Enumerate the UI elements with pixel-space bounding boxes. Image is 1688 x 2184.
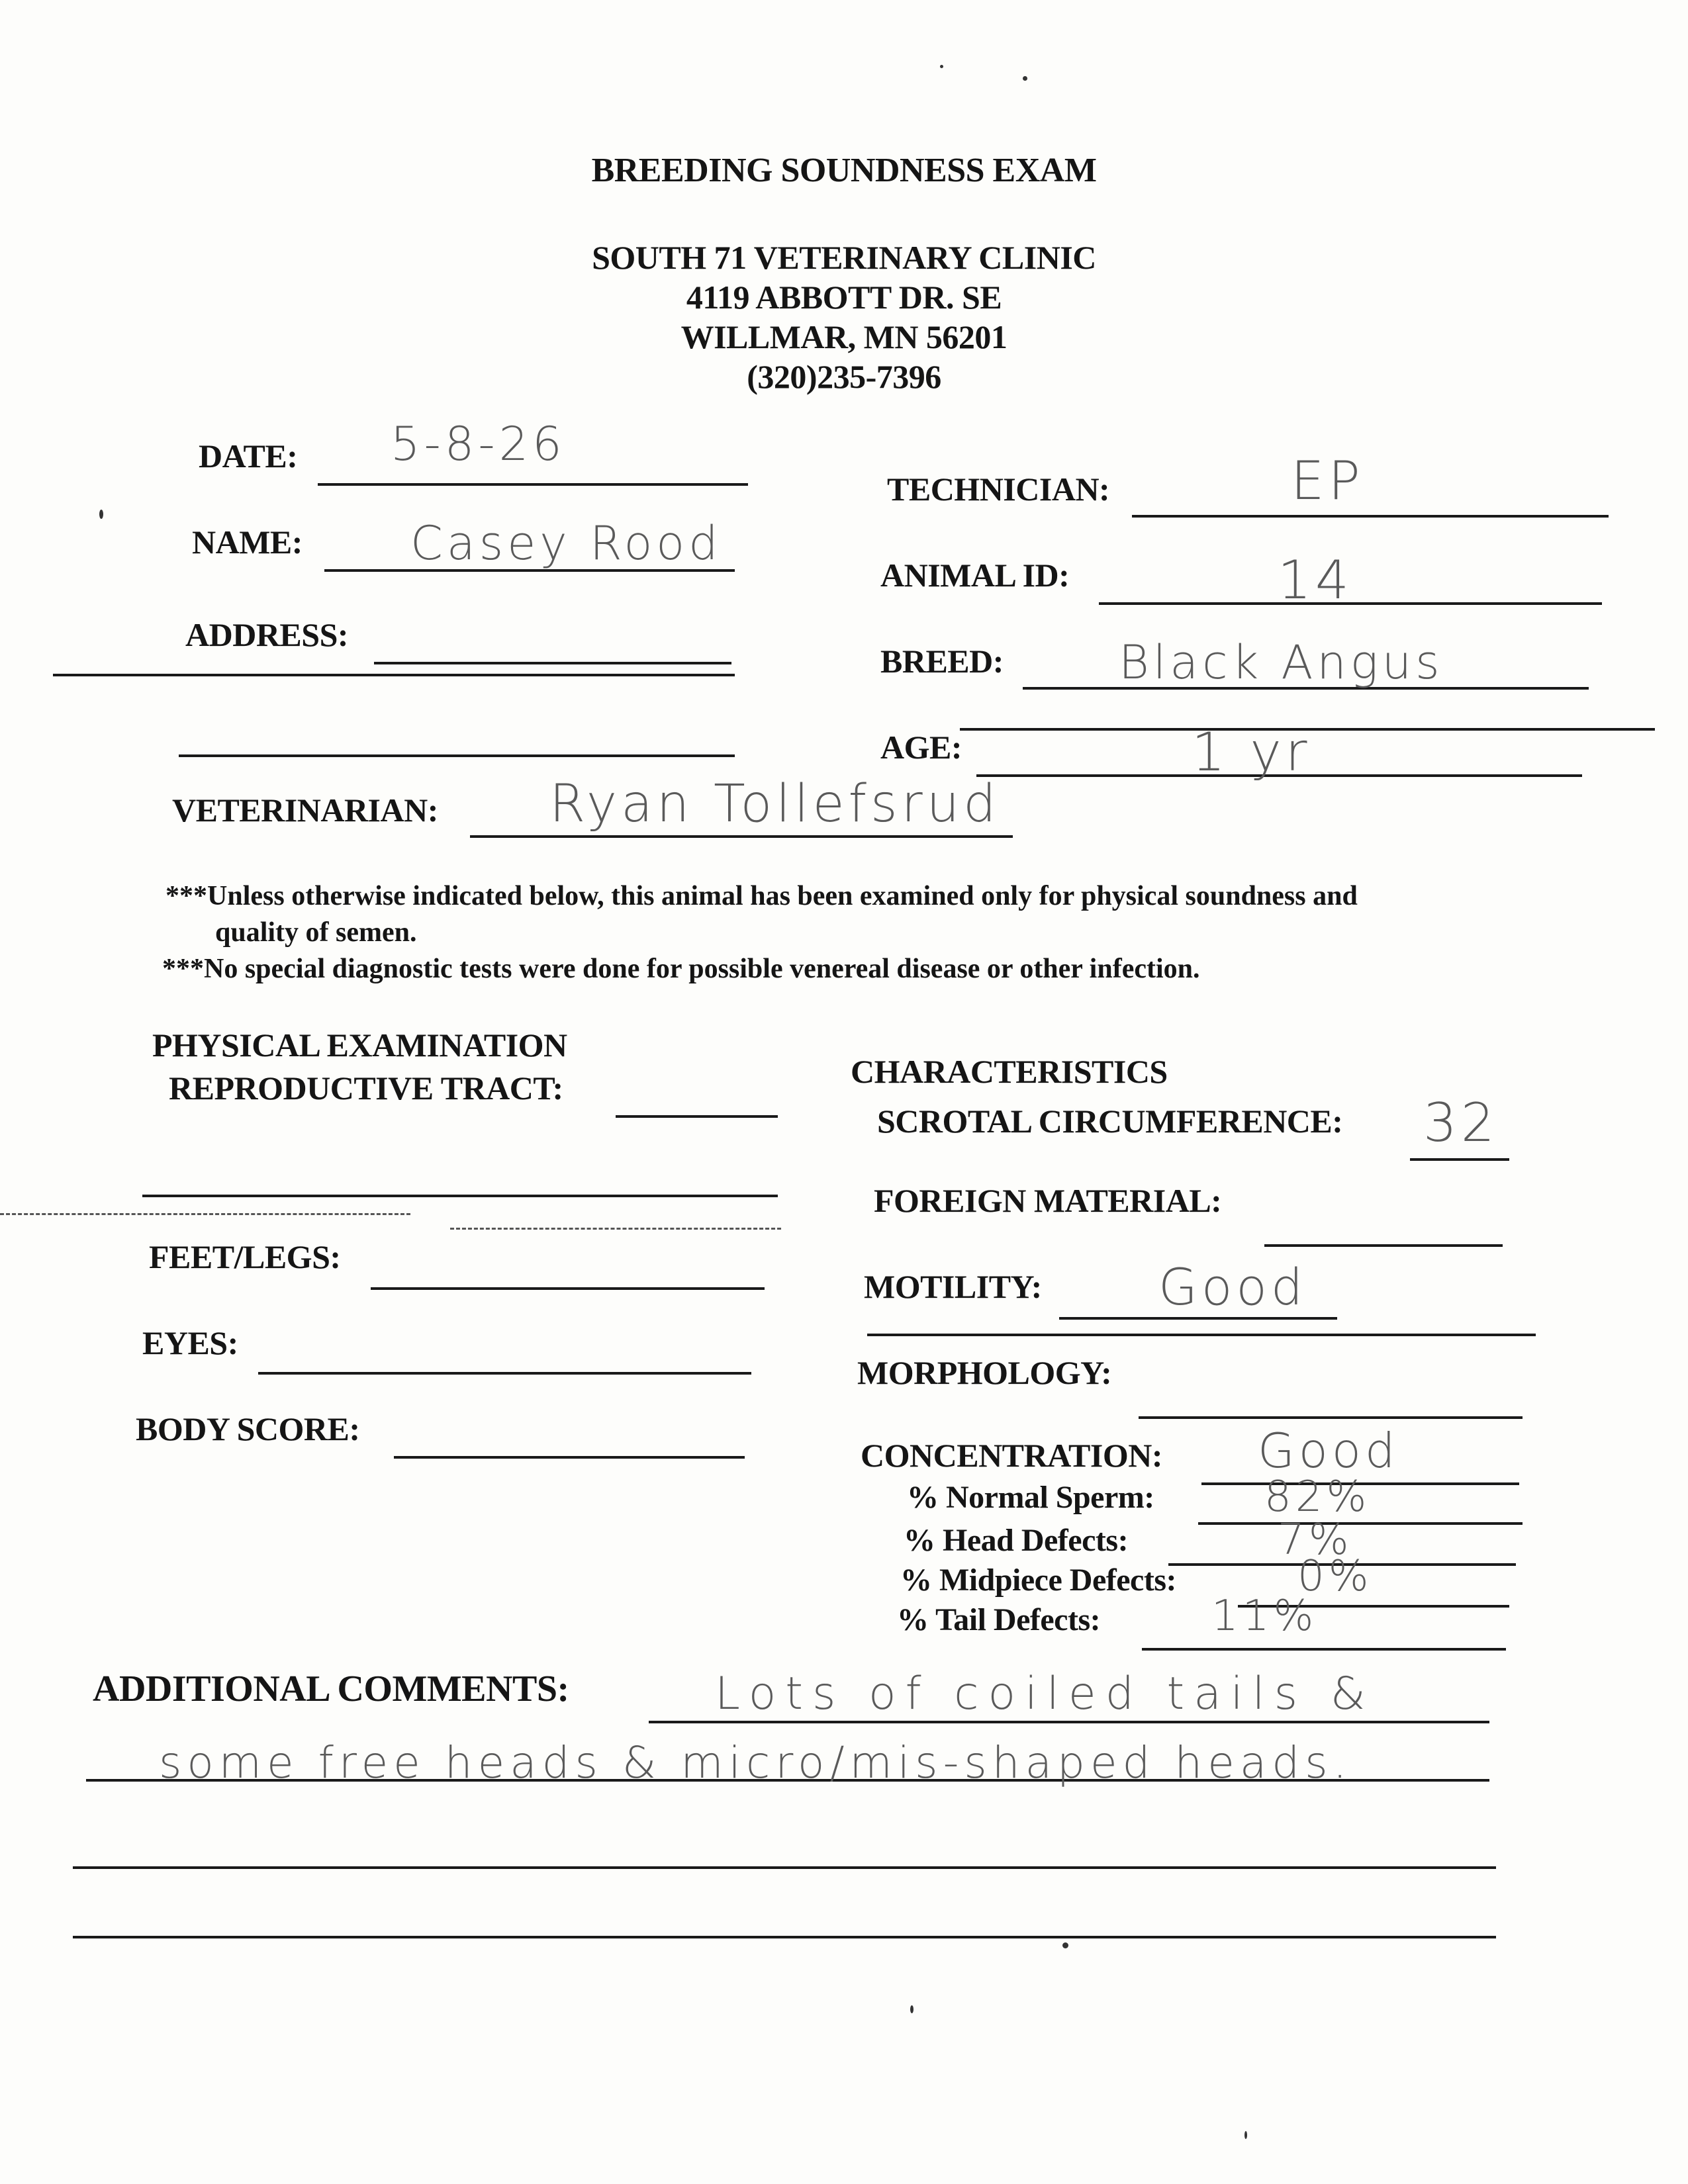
address-line-1 [374,662,731,664]
clinic-city: WILLMAR, MN 56201 [680,318,1008,355]
veterinarian-label: VETERINARIAN: [172,792,438,829]
age-value: 1 yr [1192,721,1311,783]
motility-line-2 [867,1334,1536,1336]
concentration-value: Good [1258,1423,1399,1479]
clinic-address: 4119 ABBOTT DR. SE [686,279,1002,316]
disclaimer-1-cont: quality of semen. [215,917,417,948]
motility-label: MOTILITY: [864,1268,1042,1305]
characteristics-heading: CHARACTERISTICS [851,1053,1168,1090]
animal-id-value: 14 [1278,549,1353,611]
body-score-line [394,1456,745,1459]
scan-speck [940,65,943,68]
name-label: NAME: [192,523,303,561]
technician-value: EP [1291,450,1364,512]
address-label: ADDRESS: [185,616,349,653]
name-value: Casey Rood [410,516,722,570]
reproductive-tract-line [616,1115,778,1118]
motility-value: Good [1158,1257,1307,1316]
comments-line-3 [73,1866,1496,1869]
normal-sperm-label: % Normal Sperm: [907,1480,1154,1515]
scan-speck [99,510,103,519]
comments-text-2: some free heads & micro/mis-shaped heads. [159,1737,1352,1788]
animal-id-label: ANIMAL ID: [880,557,1070,594]
disclaimer-2: ***No special diagnostic tests were done for possible venereal disease or other infection. [162,954,1200,984]
midpiece-defects-label: % Midpiece Defects: [900,1563,1176,1598]
body-score-label: BODY SCORE: [136,1410,360,1447]
normal-sperm-line [1198,1522,1523,1525]
foreign-material-label: FOREIGN MATERIAL: [874,1182,1222,1219]
technician-line [1132,515,1609,518]
feet-legs-label: FEET/LEGS: [149,1238,341,1275]
scan-speck [1023,76,1027,81]
scan-speck [910,2005,914,2013]
date-value: 5-8-26 [391,417,566,471]
head-defects-label: % Head Defects: [904,1523,1129,1558]
head-defects-value: 7% [1278,1516,1353,1565]
morphology-line [1139,1416,1523,1419]
tail-defects-line [1142,1648,1506,1651]
motility-line [1059,1317,1337,1320]
breed-value: Black Angus [1119,635,1444,690]
scan-speck [1244,2131,1247,2139]
clinic-name: SOUTH 71 VETERINARY CLINIC [592,239,1096,276]
comments-line-4 [73,1936,1496,1938]
scan-dash-2 [450,1228,781,1230]
veterinarian-value: Ryan Tollefsrud [549,774,1000,834]
scrotal-circumference-value: 32 [1423,1092,1499,1154]
concentration-label: CONCENTRATION: [861,1437,1162,1474]
comments-label: ADDITIONAL COMMENTS: [93,1668,569,1709]
feet-legs-line [371,1287,765,1290]
comments-line-1 [649,1721,1489,1723]
scan-speck [1062,1942,1068,1948]
form-title: BREEDING SOUNDNESS EXAM [591,152,1097,189]
eyes-label: EYES: [142,1324,238,1361]
reproductive-tract-line-2 [142,1195,778,1197]
physical-exam-heading: PHYSICAL EXAMINATION [152,1026,567,1064]
reproductive-tract-label: REPRODUCTIVE TRACT: [169,1069,563,1107]
foreign-material-line [1264,1244,1503,1247]
morphology-label: MORPHOLOGY: [857,1354,1112,1391]
comments-text-1: Lots of coiled tails & [715,1668,1375,1720]
age-label: AGE: [880,729,962,766]
scrotal-circumference-line [1410,1158,1509,1161]
tail-defects-label: % Tail Defects: [897,1602,1101,1637]
disclaimer-1: ***Unless otherwise indicated below, this animal has been examined only for physical soundness and [165,881,1358,911]
normal-sperm-value: 82% [1264,1473,1371,1522]
breed-label: BREED: [880,643,1004,680]
technician-label: TECHNICIAN: [887,471,1110,508]
address-line-0 [53,674,735,676]
veterinarian-line [470,835,1013,838]
clinic-phone: (320)235-7396 [747,358,941,395]
eyes-line [258,1372,751,1375]
scrotal-circumference-label: SCROTAL CIRCUMFERENCE: [877,1103,1343,1140]
tail-defects-value: 11% [1211,1592,1318,1641]
midpiece-defects-value: 0% [1297,1552,1373,1601]
scan-dash-1 [0,1213,410,1215]
address-line-2 [179,754,735,757]
date-line [318,483,748,486]
date-label: DATE: [199,437,298,475]
